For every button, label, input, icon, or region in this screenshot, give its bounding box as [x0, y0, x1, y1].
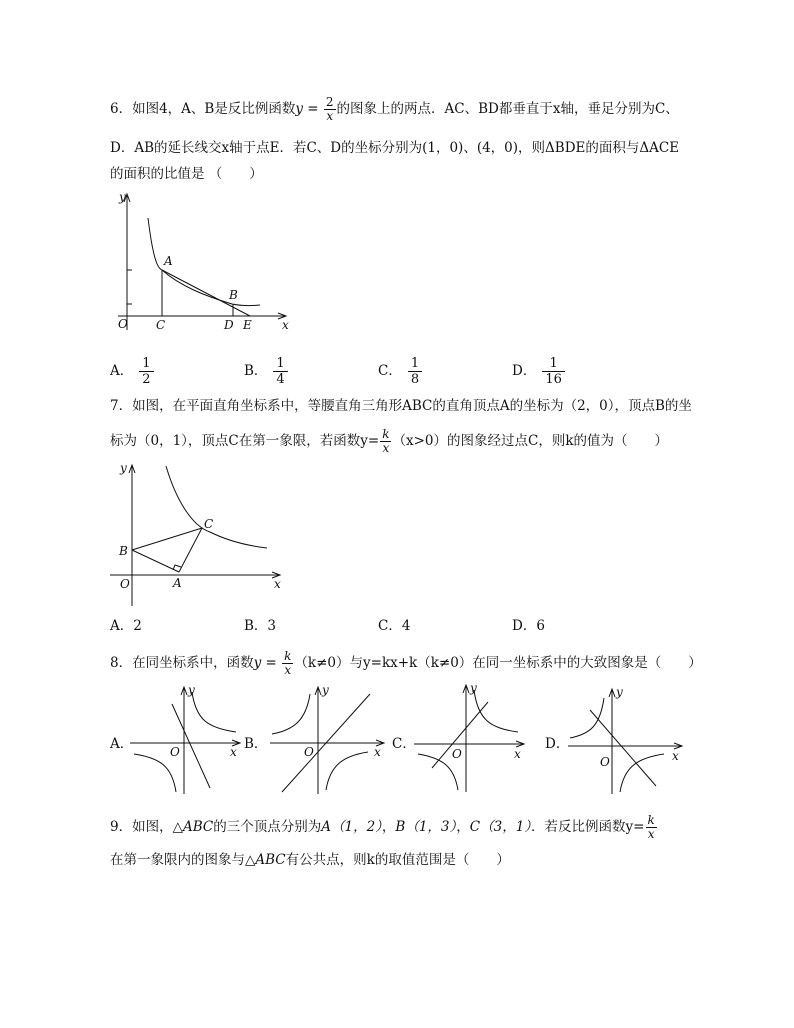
q7-label-B: B — [119, 544, 128, 558]
q6-text: 6．如图4，A、B是反比例函数 — [110, 101, 296, 117]
q8-b-hyperbola-lower — [326, 752, 368, 790]
q7-label-A: A — [173, 576, 182, 590]
q7-hyperbola — [166, 466, 267, 548]
q8-a-hyperbola-lower — [134, 754, 176, 792]
q6-figure — [110, 188, 290, 338]
svg-text:x: x — [230, 745, 237, 759]
q9-func-fraction: $\frac{k}{x}$ — [647, 813, 655, 841]
q6-line2: D．AB的延长线交x轴于点E．若C、D的坐标分别为(1，0)、(4，0)，则ΔBDE的面积与ΔACE — [110, 140, 680, 156]
q8-line: 8．在同坐标系中，函数y = $\frac{k}{x}$ （k≠0）与y=kx+k（k≠0）在同一坐标系中的大致图象是（ ） — [110, 649, 702, 677]
q7-label-C: C — [204, 517, 214, 531]
q7-func-fraction: $\frac{k}{x}$ — [382, 427, 390, 455]
svg-text:x: x — [672, 749, 679, 763]
q6-label-B: B — [229, 288, 238, 302]
q6-label-y: y — [119, 190, 126, 204]
svg-text:O: O — [304, 745, 314, 759]
q8-func-fraction: $\frac{k}{x}$ — [284, 649, 292, 677]
q7-line1: 7．如图，在平面直角坐标系中，等腰直角三角形ABC的直角顶点A的坐标为（2，0），顶点B的坐 — [110, 398, 692, 414]
svg-text:O: O — [600, 755, 610, 769]
q9-line1: 9．如图，△ABC的三个顶点分别为A（1，2），B（1，3），C（3，1）．若反比例函数y= $\frac{k}{x}$ — [110, 813, 655, 841]
svg-text:O: O — [452, 747, 462, 761]
q6-label-D: D — [224, 318, 234, 332]
q8-d-hyperbola-lower — [620, 754, 664, 792]
q7-label-O: O — [120, 577, 130, 591]
q7-label-x: x — [274, 577, 281, 591]
svg-text:x: x — [514, 747, 521, 761]
q6-label-O: O — [118, 317, 128, 331]
q8-option-d-graph[interactable] — [564, 686, 686, 796]
q6-label-C: C — [156, 318, 166, 332]
q8-option-b-label[interactable]: B． — [244, 736, 268, 752]
q8-a-hyperbola-upper — [192, 692, 236, 732]
q8-option-a-label[interactable]: A． — [110, 736, 134, 752]
q6-text: 的图象上的两点．AC、BD都垂直于x轴，垂足分别为C、 — [336, 101, 679, 117]
q9-line2: 在第一象限内的图象与△ABC有公共点，则k的取值范围是（ ） — [110, 852, 510, 868]
svg-text:O: O — [170, 745, 180, 759]
q8-d-hyperbola-upper — [570, 698, 604, 738]
q8-option-d-label[interactable]: D． — [545, 736, 570, 752]
q8-option-a-graph[interactable] — [126, 684, 244, 796]
q6-line1 — [110, 96, 679, 123]
svg-text:y: y — [188, 684, 195, 697]
q7-option-c[interactable]: C．4 — [378, 618, 411, 634]
q7-option-a[interactable]: A．2 — [110, 618, 142, 634]
q6-label-x: x — [282, 318, 289, 332]
q6-eq: = — [303, 101, 323, 117]
q6-option-c[interactable]: C． $\frac{1}{8}$ — [378, 356, 422, 387]
q8-option-c-graph[interactable] — [410, 682, 528, 794]
q7-option-d[interactable]: D．6 — [512, 618, 545, 634]
q6-option-d[interactable]: D． $\frac{1}{16}$ — [512, 356, 565, 387]
q7-line2: 标为（0，1），顶点C在第一象限，若函数y= $\frac{k}{x}$ （x>0）的图象经过点C，则k的值为（ ） — [110, 427, 669, 455]
q7-label-y: y — [120, 461, 127, 475]
q8-d-line — [590, 710, 656, 786]
q6-func-fraction: $\frac{2}{x}$ — [325, 95, 334, 123]
q6-func-y: y — [295, 101, 303, 117]
q7-option-b[interactable]: B．3 — [244, 618, 277, 634]
q7-segment-BA — [132, 550, 179, 572]
q8-b-hyperbola-upper — [272, 694, 310, 734]
q6-label-E: E — [243, 318, 252, 332]
svg-text:y: y — [616, 686, 623, 699]
q6-line3: 的面积的比值是 （ ） — [110, 166, 263, 182]
q6-option-b[interactable]: B． $\frac{1}{4}$ — [244, 356, 288, 387]
q8-option-b-graph[interactable] — [264, 684, 388, 796]
svg-text:y: y — [322, 684, 329, 697]
q6-label-A: A — [164, 254, 173, 268]
q6-option-a[interactable]: A． $\frac{1}{2}$ — [110, 356, 154, 387]
q7-figure — [110, 460, 290, 608]
svg-text:y: y — [470, 682, 477, 695]
q8-option-c-label[interactable]: C． — [392, 736, 416, 752]
q7-segment-BC — [132, 528, 202, 550]
svg-text:x: x — [374, 745, 381, 759]
